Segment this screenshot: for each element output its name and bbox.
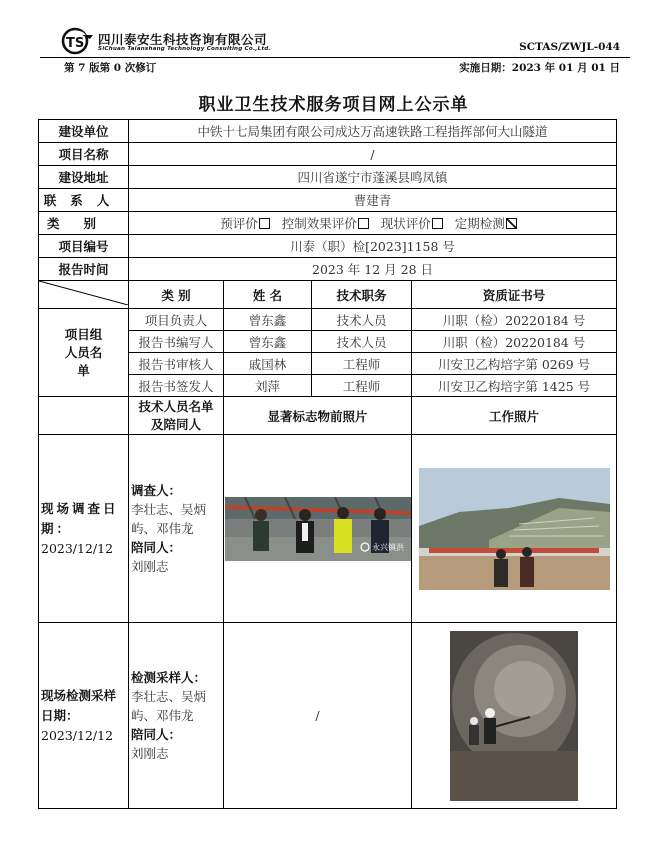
sampling-row — [39, 623, 617, 809]
survey-date-value: 2023/12/12 — [41, 540, 114, 556]
row-number — [39, 235, 617, 258]
diagonal-cell — [39, 281, 129, 309]
sampling-date-cell — [39, 623, 129, 809]
survey-work-photo-cell — [412, 435, 617, 623]
unit-value: 中铁十七局集团有限公司成达万高速铁路工程指挥部何大山隧道 — [129, 120, 617, 143]
checkbox-preassessment[interactable] — [259, 218, 270, 229]
team-header-name: 姓 名 — [224, 281, 312, 309]
team-group-label — [39, 309, 129, 397]
team-role: 报告书审核人 — [129, 353, 224, 375]
team-header-title: 技术职务 — [312, 281, 412, 309]
team-name: 曾东鑫 — [224, 331, 312, 353]
team-name: 刘萍 — [224, 375, 312, 397]
team-header-cert: 资质证书号 — [412, 281, 617, 309]
photo-header-empty — [39, 397, 129, 435]
svg-text:TS: TS — [66, 36, 85, 51]
team-title: 技术人员 — [312, 309, 412, 331]
contact-label: 联系人 — [39, 189, 129, 212]
checkbox-control-effect[interactable] — [358, 218, 369, 229]
team-cert: 川安卫乙构培字第 1425 号 — [412, 375, 617, 397]
row-unit — [39, 120, 617, 143]
row-project — [39, 143, 617, 166]
document-header — [40, 24, 630, 76]
version-label: 第 7 版第 0 次修订 — [64, 62, 157, 74]
sampling-landmark-value: / — [224, 623, 412, 809]
photo-header-row — [39, 397, 617, 435]
sampling-escort-label: 陪同人： — [131, 727, 182, 742]
unit-label: 建设单位 — [39, 120, 129, 143]
page-title: 职业卫生技术服务项目网上公示单 — [198, 95, 469, 115]
row-category — [39, 212, 617, 235]
address-value: 四川省遂宁市蓬溪县鸣凤镇 — [129, 166, 617, 189]
row-date — [39, 258, 617, 281]
survey-row — [39, 435, 617, 623]
number-label: 项目编号 — [39, 235, 129, 258]
sampling-work-photo — [450, 631, 578, 801]
team-title: 工程师 — [312, 375, 412, 397]
survey-escort: 刘刚志 — [131, 559, 169, 574]
survey-persons-cell — [129, 435, 224, 623]
survey-date-cell — [39, 435, 129, 623]
photo-header-persons-text: 技术人员名单及陪同人 — [138, 398, 214, 432]
survey-escort-label: 陪同人： — [131, 540, 182, 555]
diagonal-line — [39, 281, 128, 305]
survey-landmark-photo — [225, 497, 411, 561]
team-header-role: 类 别 — [129, 281, 224, 309]
survey-work-photo — [419, 468, 610, 590]
header-divider — [40, 57, 630, 58]
row-address — [39, 166, 617, 189]
team-group-label-text: 项目组人员名单 — [64, 326, 103, 378]
sampling-escort: 刘刚志 — [131, 746, 169, 761]
sampling-date-value: 2023/12/12 — [41, 727, 114, 743]
project-label: 项目名称 — [39, 143, 129, 166]
contact-value: 曹建青 — [129, 189, 617, 212]
team-title: 工程师 — [312, 353, 412, 375]
sampling-work-photo-cell — [412, 623, 617, 809]
date-label: 报告时间 — [39, 258, 129, 281]
category-label: 类别 — [39, 212, 129, 235]
checkbox-periodic-checked[interactable] — [506, 218, 517, 229]
survey-date-label: 现场调查日期： — [41, 500, 119, 536]
sampling-persons-cell — [129, 623, 224, 809]
sampling-sampler-label: 检测采样人： — [131, 670, 207, 685]
team-role: 报告书编写人 — [129, 331, 224, 353]
team-title: 技术人员 — [312, 331, 412, 353]
category-control-effect: 控制效果评价 — [281, 216, 357, 231]
team-cert: 川职（检）20220184 号 — [412, 331, 617, 353]
doc-code: SCTAS/ZWJL-044 — [519, 41, 620, 53]
category-status: 现状评价 — [380, 216, 431, 231]
team-role: 报告书签发人 — [129, 375, 224, 397]
disclosure-table — [38, 119, 617, 809]
team-cert: 川安卫乙构培字第 0269 号 — [412, 353, 617, 375]
row-contact — [39, 189, 617, 212]
team-row — [39, 309, 617, 331]
photo-header-persons — [129, 397, 224, 435]
company-name-en: SiChuan Taianshang Technology Consulting Co.,Ltd. — [98, 46, 271, 52]
address-label: 建设地址 — [39, 166, 129, 189]
number-value: 川泰（职）检[2023]1158 号 — [129, 235, 617, 258]
checkbox-status[interactable] — [432, 218, 443, 229]
team-name: 戚国林 — [224, 353, 312, 375]
team-role: 项目负责人 — [129, 309, 224, 331]
photo-header-landmark: 显著标志物前照片 — [224, 397, 412, 435]
photo-watermark: 永兴镇洪 — [371, 542, 404, 552]
implementation-date: 实施日期：2023 年 01 月 01 日 — [459, 62, 620, 74]
survey-investigators: 李壮志、吴炳屿、邓伟龙 — [131, 502, 207, 536]
team-name: 曾东鑫 — [224, 309, 312, 331]
sampling-date-label: 现场检测采样日期： — [41, 687, 117, 723]
sampling-samplers: 李壮志、吴炳屿、邓伟龙 — [131, 689, 207, 723]
team-cert: 川职（检）20220184 号 — [412, 309, 617, 331]
date-value: 2023 年 12 月 28 日 — [129, 258, 617, 281]
category-periodic: 定期检测 — [454, 216, 505, 231]
category-options — [129, 212, 617, 235]
photo-header-work: 工作照片 — [412, 397, 617, 435]
company-name-cn: 四川泰安生科技咨询有限公司 — [98, 32, 268, 47]
team-header-row — [39, 281, 617, 309]
company-logo-icon — [60, 26, 96, 56]
category-preassessment: 预评价 — [220, 216, 258, 231]
project-value: / — [129, 143, 617, 166]
survey-investigator-label: 调查人： — [131, 483, 182, 498]
survey-landmark-photo-cell — [224, 435, 412, 623]
